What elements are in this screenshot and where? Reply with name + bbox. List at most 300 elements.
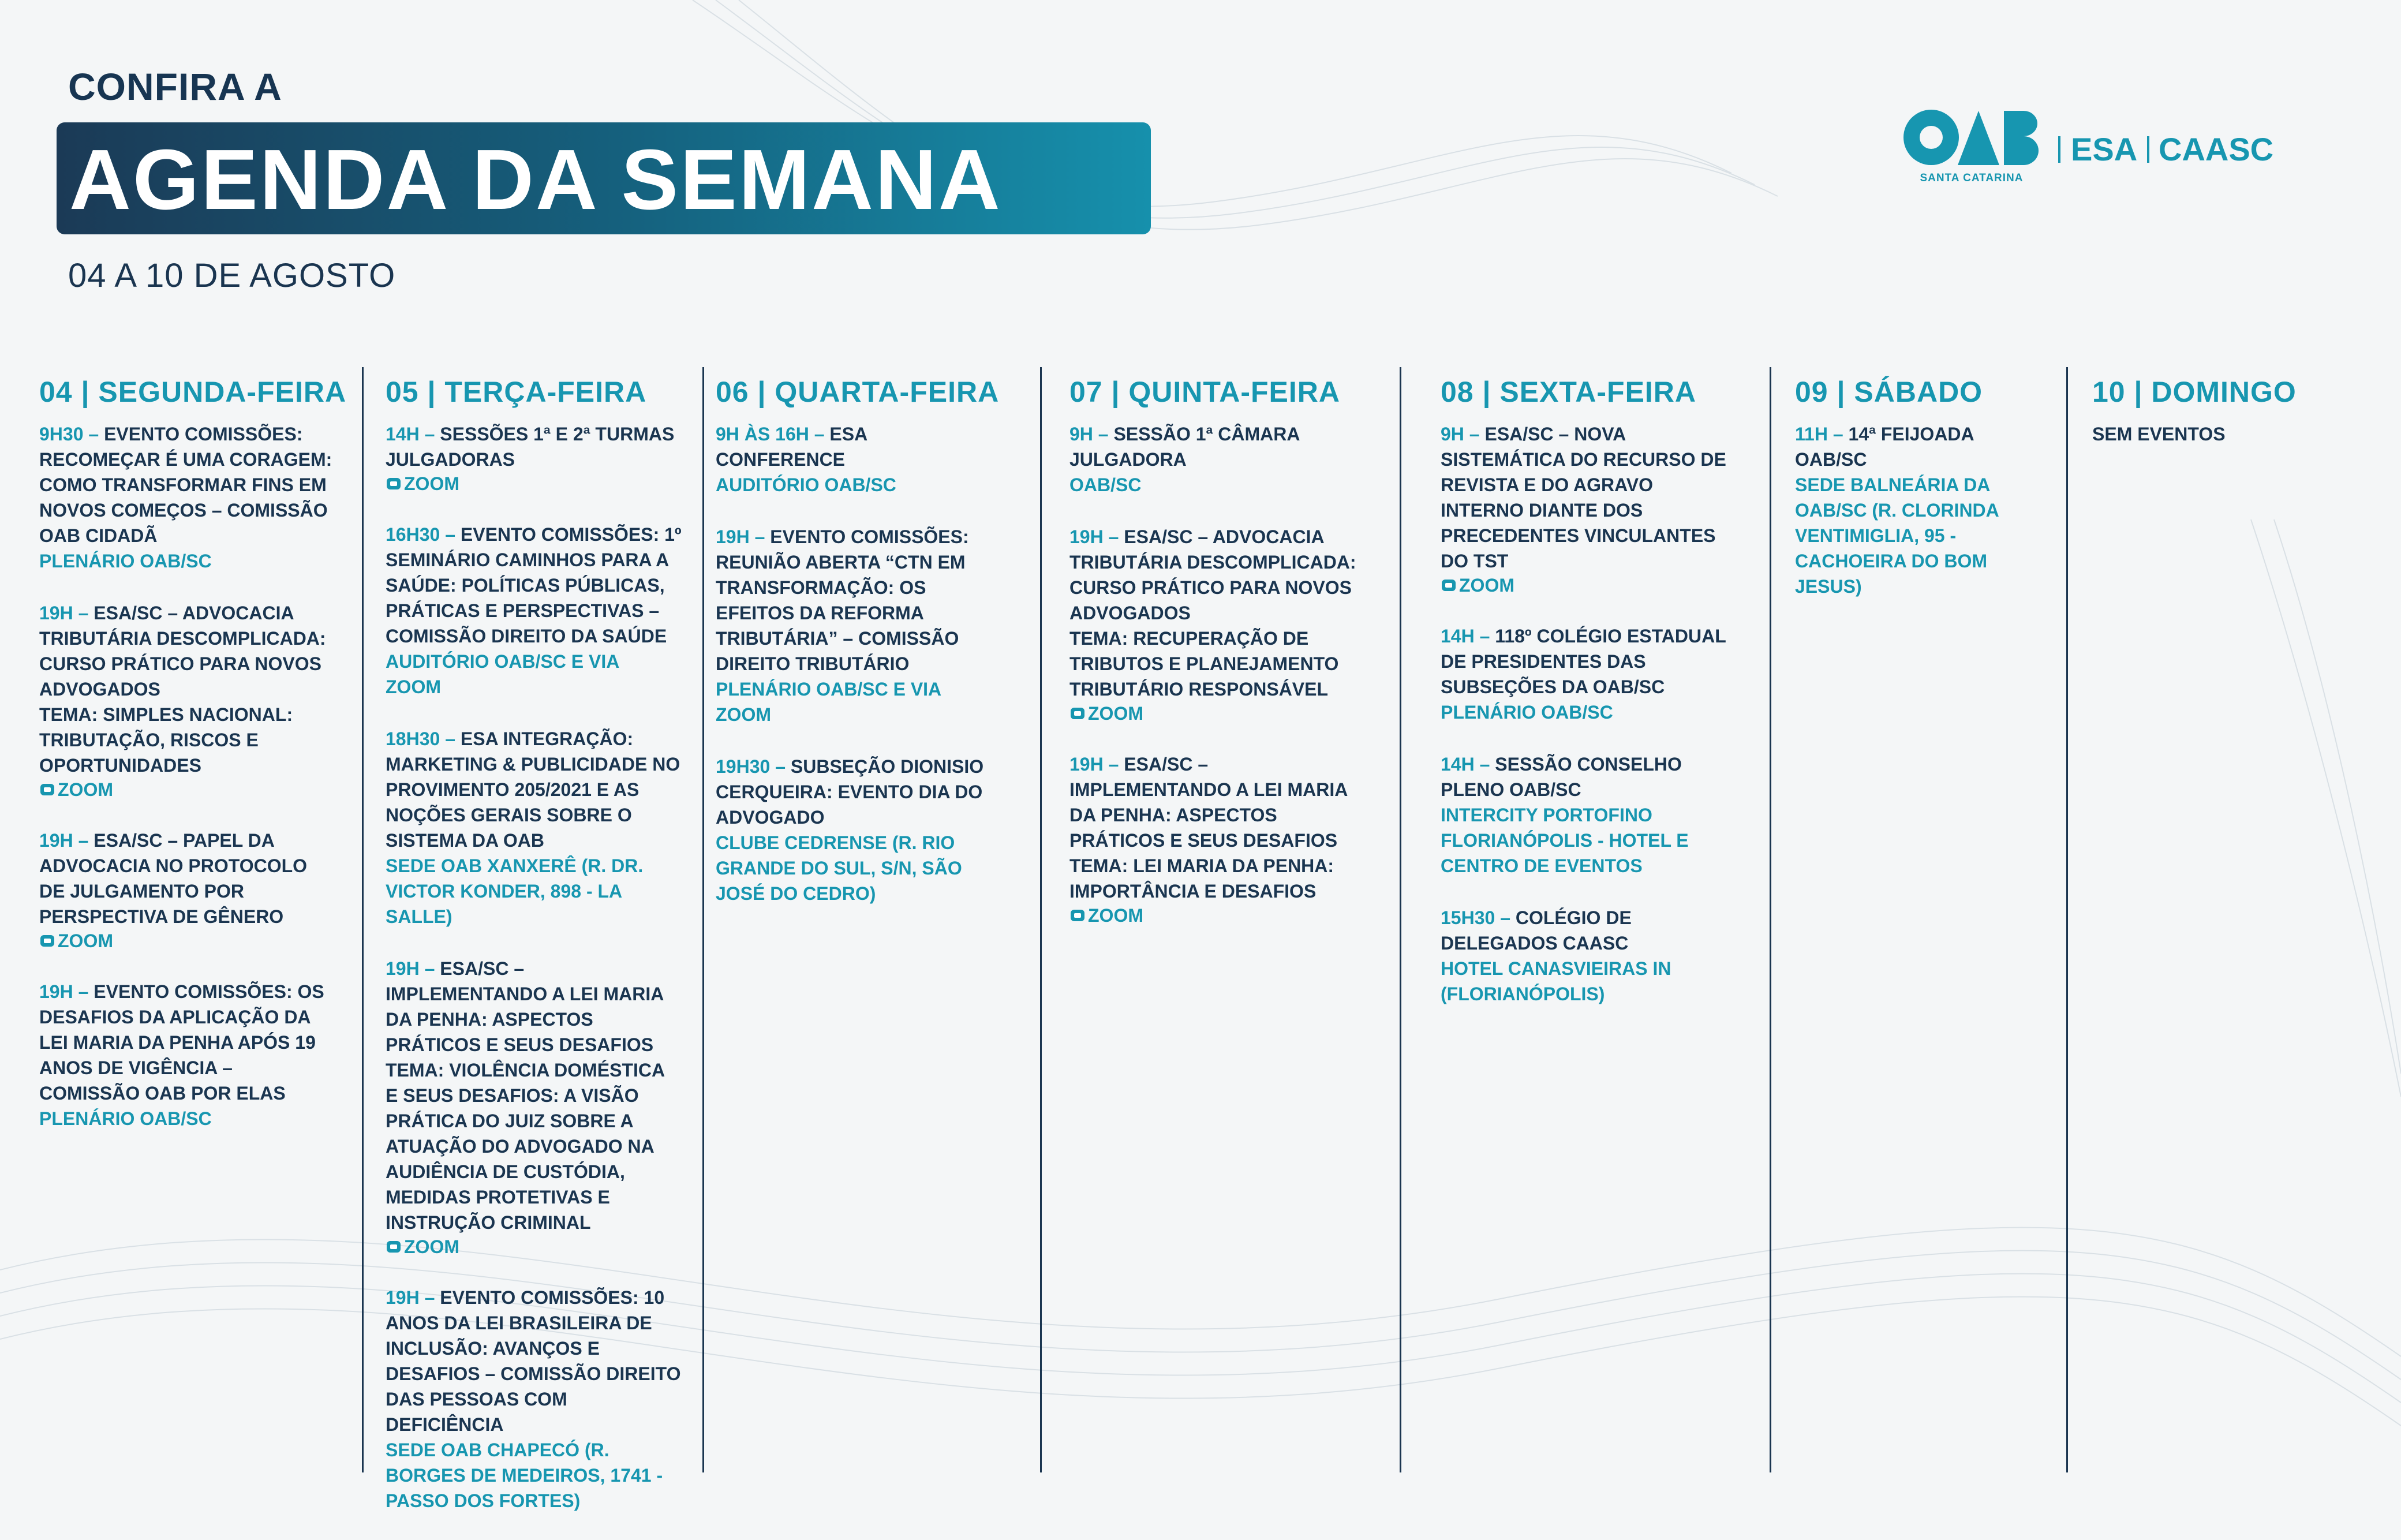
zoom-tag xyxy=(1069,702,1356,725)
event-line xyxy=(386,1184,682,1210)
event-line xyxy=(39,472,332,498)
event-line xyxy=(716,421,983,447)
caasc-logo-text: CAASC xyxy=(2159,131,2274,167)
event-line xyxy=(1069,524,1356,550)
event-line xyxy=(1069,752,1356,777)
event-time: 14H – xyxy=(1441,754,1495,775)
oab-logo-subtitle: SANTA CATARINA xyxy=(1920,172,2024,184)
event-line xyxy=(2092,421,2226,447)
event-text: DELEGADOS CAASC xyxy=(1441,933,1629,954)
event-location: OAB/SC xyxy=(1069,474,1142,495)
event-line xyxy=(1069,550,1356,575)
event-item xyxy=(386,1285,682,1513)
event-text: ADVOCACIA NO PROTOCOLO xyxy=(39,855,308,876)
event-line xyxy=(386,828,682,853)
event-text: TRIBUTAÇÃO, RISCOS E xyxy=(39,730,259,750)
event-line xyxy=(39,626,332,651)
event-item xyxy=(1069,752,1356,927)
event-text: TRIBUTÁRIA DESCOMPLICADA: xyxy=(1069,552,1356,573)
event-item xyxy=(39,600,332,801)
event-text: COMISSÃO DIREITO DA SAÚDE xyxy=(386,626,667,646)
event-time: 18H30 – xyxy=(386,728,461,749)
event-text: ESA/SC – xyxy=(1124,754,1209,775)
event-location: JOSÉ DO CEDRO) xyxy=(716,883,876,904)
column-divider xyxy=(2066,367,2068,1472)
event-text: INSTRUÇÃO CRIMINAL xyxy=(386,1212,591,1233)
event-line xyxy=(39,979,332,1004)
date-range: 04 A 10 DE AGOSTO xyxy=(68,257,396,294)
event-line xyxy=(1795,447,1999,472)
event-line xyxy=(716,754,983,779)
event-location: PLENÁRIO OAB/SC xyxy=(39,551,212,571)
column-divider xyxy=(1770,367,1771,1472)
oab-logo-mark xyxy=(1902,107,2041,171)
event-line xyxy=(1069,676,1356,702)
event-line xyxy=(39,676,332,702)
event-line xyxy=(1441,674,1726,700)
zoom-tag xyxy=(386,1235,682,1258)
event-location: CENTRO DE EVENTOS xyxy=(1441,855,1643,876)
event-line xyxy=(1441,777,1726,802)
event-line xyxy=(386,1412,682,1437)
event-location: GRANDE DO SUL, S/N, SÃO xyxy=(716,858,962,879)
event-location: PLENÁRIO OAB/SC xyxy=(39,1108,212,1129)
column-divider xyxy=(1400,367,1401,1472)
event-item xyxy=(1069,524,1356,725)
event-text: REUNIÃO ABERTA “CTN EM xyxy=(716,552,966,573)
event-line xyxy=(716,550,983,575)
event-text: OAB/SC xyxy=(1795,449,1867,470)
event-item xyxy=(1441,905,1726,1007)
zoom-tag xyxy=(1069,904,1356,927)
event-line xyxy=(1069,777,1356,802)
event-item xyxy=(1069,421,1356,498)
event-line xyxy=(39,753,332,778)
event-text: MEDIDAS PROTETIVAS E xyxy=(386,1187,610,1208)
event-line xyxy=(716,805,983,830)
event-line xyxy=(39,702,332,727)
event-item xyxy=(2092,421,2226,447)
event-text: TEMA: SIMPLES NACIONAL: xyxy=(39,704,293,725)
oab-esa-caasc-logo xyxy=(1902,107,2283,194)
zoom-tag xyxy=(386,472,682,495)
event-line xyxy=(1441,447,1726,472)
event-time: 19H – xyxy=(39,603,94,623)
event-line xyxy=(39,523,332,548)
event-line xyxy=(1441,623,1726,649)
event-line xyxy=(716,447,983,472)
event-text: EVENTO COMISSÕES: xyxy=(104,424,303,444)
event-list xyxy=(716,421,983,933)
logo-separator xyxy=(2058,136,2060,163)
event-text: SUBSEÇÃO DIONISIO xyxy=(790,756,984,777)
event-location: HOTEL CANASVIEIRAS IN xyxy=(1441,958,1671,979)
event-item xyxy=(1441,421,1726,597)
event-line xyxy=(39,498,332,523)
event-line xyxy=(716,575,983,600)
event-line xyxy=(386,981,682,1007)
event-line xyxy=(386,1285,682,1310)
event-time: 9H30 – xyxy=(39,424,104,444)
event-text: SAÚDE: POLÍTICAS PÚBLICAS, xyxy=(386,575,665,596)
event-text: EFEITOS DA REFORMA xyxy=(716,603,924,623)
event-text: CURSO PRÁTICO PARA NOVOS xyxy=(39,653,321,674)
event-list xyxy=(386,421,682,1540)
event-text: DEFICIÊNCIA xyxy=(386,1414,504,1435)
event-text: ESA/SC – ADVOCACIA xyxy=(1124,526,1325,547)
event-line xyxy=(1069,879,1356,904)
event-line xyxy=(1069,828,1356,853)
event-line xyxy=(1069,626,1356,651)
event-line xyxy=(386,573,682,598)
event-time: 9H – xyxy=(1069,424,1114,444)
event-list xyxy=(1441,421,1726,1033)
event-text: DESAFIOS DA APLICAÇÃO DA xyxy=(39,1007,311,1027)
event-location: SEDE BALNEÁRIA DA xyxy=(1795,474,1991,495)
day-heading: 04 | SEGUNDA-FEIRA xyxy=(39,376,347,408)
event-text: LEI MARIA DA PENHA APÓS 19 xyxy=(39,1032,316,1053)
day-heading: 09 | SÁBADO xyxy=(1795,376,1983,408)
event-location: PASSO DOS FORTES) xyxy=(386,1490,581,1511)
event-text: CERQUEIRA: EVENTO DIA DO xyxy=(716,782,983,802)
event-text: OPORTUNIDADES xyxy=(39,755,201,776)
event-line xyxy=(1069,447,1356,472)
event-location: ZOOM xyxy=(716,704,771,725)
event-line xyxy=(39,1004,332,1030)
event-line xyxy=(386,1134,682,1159)
event-line xyxy=(386,1057,682,1083)
event-text: JULGADORAS xyxy=(386,449,515,470)
event-text: DAS PESSOAS COM xyxy=(386,1389,567,1410)
day-heading: 10 | DOMINGO xyxy=(2092,376,2297,408)
event-location: ZOOM xyxy=(386,676,441,697)
event-text: 14ª FEIJOADA xyxy=(1848,424,1974,444)
event-location: FLORIANÓPOLIS - HOTEL E xyxy=(1441,830,1689,851)
event-text: PRÁTICOS E SEUS DESAFIOS xyxy=(1069,830,1338,851)
zoom-tag xyxy=(39,929,332,952)
event-location: OAB/SC (R. CLORINDA xyxy=(1795,500,1999,521)
event-line xyxy=(39,421,332,447)
event-text: PRECEDENTES VINCULANTES xyxy=(1441,525,1716,546)
event-line xyxy=(1069,421,1356,447)
event-text: ANOS DE VIGÊNCIA – xyxy=(39,1057,233,1078)
event-text: PRÁTICOS E SEUS DESAFIOS xyxy=(386,1034,654,1055)
zoom-camera-icon xyxy=(40,935,54,947)
event-text: ADVOGADOS xyxy=(39,679,160,700)
event-text: DE PRESIDENTES DAS xyxy=(1441,651,1646,672)
event-text: PRÁTICAS E PERSPECTIVAS – xyxy=(386,600,660,621)
event-line xyxy=(39,853,332,879)
event-item xyxy=(39,828,332,952)
column-divider xyxy=(702,367,704,1472)
event-time: 19H – xyxy=(386,1287,440,1308)
event-location: SALLE) xyxy=(386,906,452,927)
zoom-camera-icon xyxy=(387,478,401,489)
day-heading: 08 | SEXTA-FEIRA xyxy=(1441,376,1697,408)
event-time: 16H30 – xyxy=(386,524,461,545)
column-divider xyxy=(362,367,364,1472)
event-line xyxy=(386,1386,682,1412)
event-list xyxy=(39,421,332,1158)
event-line xyxy=(1441,905,1726,930)
event-line xyxy=(386,522,682,547)
event-time: 19H – xyxy=(386,958,440,979)
event-time: 9H – xyxy=(1441,424,1485,444)
event-text: SISTEMÁTICA DO RECURSO DE xyxy=(1441,449,1726,470)
zoom-camera-icon xyxy=(1071,708,1084,719)
event-line xyxy=(386,598,682,623)
event-line xyxy=(386,1007,682,1032)
event-item xyxy=(1795,421,1999,599)
event-location: VICTOR KONDER, 898 - LA xyxy=(386,881,623,902)
event-text: SUBSEÇÕES DA OAB/SC xyxy=(1441,676,1665,697)
zoom-camera-icon xyxy=(1071,910,1084,921)
event-line xyxy=(386,1336,682,1361)
event-text: IMPORTÂNCIA E DESAFIOS xyxy=(1069,881,1317,902)
event-item xyxy=(39,421,332,574)
event-line xyxy=(39,651,332,676)
event-line xyxy=(39,1081,332,1106)
event-text: MARKETING & PUBLICIDADE NO xyxy=(386,754,680,775)
event-line xyxy=(1441,498,1726,523)
event-time: 14H – xyxy=(386,424,440,444)
event-text: 118º COLÉGIO ESTADUAL xyxy=(1495,626,1726,646)
event-line xyxy=(39,904,332,929)
event-line xyxy=(386,752,682,777)
event-line xyxy=(386,1210,682,1235)
event-text: ATUAÇÃO DO ADVOGADO NA xyxy=(386,1136,655,1157)
event-time: 19H – xyxy=(39,830,94,851)
event-location: PLENÁRIO OAB/SC xyxy=(1441,702,1613,723)
event-time: 19H – xyxy=(39,981,94,1002)
event-text: PERSPECTIVA DE GÊNERO xyxy=(39,906,284,927)
event-text: EVENTO COMISSÕES: xyxy=(770,526,969,547)
event-line xyxy=(386,421,682,447)
event-location: CACHOEIRA DO BOM xyxy=(1795,551,1988,571)
day-heading: 06 | QUARTA-FEIRA xyxy=(716,376,1000,408)
day-heading: 07 | QUINTA-FEIRA xyxy=(1069,376,1340,408)
event-line xyxy=(1069,575,1356,600)
event-time: 15H30 – xyxy=(1441,907,1516,928)
event-text: SESSÃO 1ª CÂMARA xyxy=(1113,424,1300,444)
event-line xyxy=(386,726,682,752)
event-time: 11H – xyxy=(1795,424,1849,444)
event-text: E SEUS DESAFIOS: A VISÃO xyxy=(386,1085,639,1106)
event-line xyxy=(39,447,332,472)
event-line xyxy=(1069,600,1356,626)
event-line xyxy=(1441,930,1726,956)
zoom-tag xyxy=(1441,574,1726,597)
event-line xyxy=(39,879,332,904)
event-line xyxy=(716,626,983,651)
event-line xyxy=(386,802,682,828)
event-time: 19H – xyxy=(1069,754,1124,775)
event-text: SEM EVENTOS xyxy=(2092,424,2226,444)
event-line xyxy=(386,1361,682,1386)
title-banner xyxy=(57,122,1151,234)
zoom-camera-icon xyxy=(1442,580,1456,591)
event-text: DA PENHA: ASPECTOS xyxy=(1069,805,1277,825)
event-item xyxy=(716,754,983,906)
event-text: DA PENHA: ASPECTOS xyxy=(386,1009,593,1030)
event-line xyxy=(39,1030,332,1055)
pre-title: CONFIRA A xyxy=(68,65,282,108)
event-line xyxy=(716,651,983,676)
event-line xyxy=(39,727,332,753)
event-text: ESA/SC – PAPEL DA xyxy=(94,830,275,851)
event-item xyxy=(1441,623,1726,725)
esa-logo-text: ESA xyxy=(2071,131,2138,167)
logo-separator xyxy=(2147,136,2149,163)
event-time: 19H – xyxy=(1069,526,1124,547)
event-text: EVENTO COMISSÕES: OS xyxy=(94,981,324,1002)
event-text: DESAFIOS – COMISSÃO DIREITO xyxy=(386,1363,681,1384)
event-text: RECOMEÇAR É UMA CORAGEM: xyxy=(39,449,332,470)
event-text: ANOS DA LEI BRASILEIRA DE xyxy=(386,1313,652,1333)
event-text: SESSÕES 1ª E 2ª TURMAS xyxy=(440,424,675,444)
event-line xyxy=(39,828,332,853)
event-text: SISTEMA DA OAB xyxy=(386,830,544,851)
day-heading: 05 | TERÇA-FEIRA xyxy=(386,376,647,408)
event-text: ESA xyxy=(829,424,868,444)
event-text: NOVOS COMEÇOS – COMISSÃO xyxy=(39,500,328,521)
event-line xyxy=(1441,752,1726,777)
event-text: JULGADORA xyxy=(1069,449,1187,470)
event-item xyxy=(386,522,682,700)
event-text: AUDIÊNCIA DE CUSTÓDIA, xyxy=(386,1161,625,1182)
event-text: IMPLEMENTANDO A LEI MARIA xyxy=(386,984,664,1004)
event-line xyxy=(386,1083,682,1108)
event-location: CLUBE CEDRENSE (R. RIO xyxy=(716,832,955,853)
event-item xyxy=(386,956,682,1258)
event-line xyxy=(39,1055,332,1081)
event-text: SESSÃO CONSELHO xyxy=(1495,754,1682,775)
event-text: TEMA: RECUPERAÇÃO DE xyxy=(1069,628,1309,649)
event-time: 19H30 – xyxy=(716,756,791,777)
zoom-label: ZOOM xyxy=(1088,703,1143,724)
event-text: INCLUSÃO: AVANÇOS E xyxy=(386,1338,600,1359)
event-list xyxy=(1795,421,1999,626)
event-text: TEMA: LEI MARIA DA PENHA: xyxy=(1069,855,1334,876)
event-line xyxy=(386,956,682,981)
event-line xyxy=(1069,802,1356,828)
zoom-camera-icon xyxy=(40,784,54,795)
event-line xyxy=(386,1310,682,1336)
event-text: PLENO OAB/SC xyxy=(1441,779,1581,800)
event-line xyxy=(386,777,682,802)
event-item xyxy=(716,421,983,498)
event-line xyxy=(1441,421,1726,447)
event-line xyxy=(1441,548,1726,574)
zoom-label: ZOOM xyxy=(58,930,113,951)
event-line xyxy=(1069,853,1356,879)
event-item xyxy=(386,726,682,929)
event-line xyxy=(39,600,332,626)
event-location: SEDE OAB CHAPECÓ (R. xyxy=(386,1440,609,1460)
event-line xyxy=(716,524,983,550)
event-text: ESA INTEGRAÇÃO: xyxy=(460,728,634,749)
event-text: TRIBUTÁRIA” – COMISSÃO xyxy=(716,628,959,649)
event-text: COLÉGIO DE xyxy=(1515,907,1632,928)
event-line xyxy=(386,1108,682,1134)
event-location: SEDE OAB XANXERÊ (R. DR. xyxy=(386,855,644,876)
event-text: TRIBUTÁRIA DESCOMPLICADA: xyxy=(39,628,326,649)
event-item xyxy=(386,421,682,495)
event-text: COMISSÃO OAB POR ELAS xyxy=(39,1083,286,1104)
event-text: TRIBUTOS E PLANEJAMENTO xyxy=(1069,653,1339,674)
zoom-label: ZOOM xyxy=(1459,575,1514,596)
event-line xyxy=(386,447,682,472)
event-text: ESA/SC – ADVOCACIA xyxy=(94,603,294,623)
event-location: BORGES DE MEDEIROS, 1741 - xyxy=(386,1465,663,1486)
event-text: NOÇÕES GERAIS SOBRE O xyxy=(386,805,632,825)
event-text: DE JULGAMENTO POR xyxy=(39,881,244,902)
event-text: ESA/SC – NOVA xyxy=(1484,424,1626,444)
event-text: ESA/SC – xyxy=(440,958,525,979)
event-text: REVISTA E DO AGRAVO xyxy=(1441,474,1654,495)
event-location: (FLORIANÓPOLIS) xyxy=(1441,984,1605,1004)
event-text: DIREITO TRIBUTÁRIO xyxy=(716,653,910,674)
event-item xyxy=(1441,752,1726,879)
event-line xyxy=(1441,472,1726,498)
event-line xyxy=(386,1159,682,1184)
event-time: 9H ÀS 16H – xyxy=(716,424,830,444)
event-text: COMO TRANSFORMAR FINS EM xyxy=(39,474,327,495)
event-location: JESUS) xyxy=(1795,576,1862,597)
event-line xyxy=(1069,651,1356,676)
zoom-label: ZOOM xyxy=(404,473,459,494)
event-text: EVENTO COMISSÕES: 10 xyxy=(440,1287,665,1308)
event-list xyxy=(2092,421,2226,473)
event-text: TRANSFORMAÇÃO: OS xyxy=(716,577,926,598)
event-text: CONFERENCE xyxy=(716,449,846,470)
event-line xyxy=(716,600,983,626)
event-text: PROVIMENTO 205/2021 E AS xyxy=(386,779,639,800)
event-location: INTERCITY PORTOFINO xyxy=(1441,805,1652,825)
zoom-tag xyxy=(39,778,332,801)
event-line xyxy=(386,1032,682,1057)
event-line xyxy=(386,623,682,649)
zoom-label: ZOOM xyxy=(404,1236,459,1257)
event-location: VENTIMIGLIA, 95 - xyxy=(1795,525,1957,546)
event-location: PLENÁRIO OAB/SC E VIA xyxy=(716,679,942,700)
event-time: 14H – xyxy=(1441,626,1495,646)
event-text: SEMINÁRIO CAMINHOS PARA A xyxy=(386,550,670,570)
event-text: CURSO PRÁTICO PARA NOVOS xyxy=(1069,577,1352,598)
event-line xyxy=(716,779,983,805)
zoom-label: ZOOM xyxy=(58,779,113,800)
event-line xyxy=(1795,421,1999,447)
event-item xyxy=(39,979,332,1131)
event-text: ADVOGADOS xyxy=(1069,603,1191,623)
event-line xyxy=(386,547,682,573)
page-title: AGENDA DA SEMANA xyxy=(69,132,1002,227)
event-item xyxy=(716,524,983,727)
event-text: TEMA: VIOLÊNCIA DOMÉSTICA xyxy=(386,1060,665,1081)
event-time: 19H – xyxy=(716,526,771,547)
event-text: OAB CIDADÃ xyxy=(39,525,158,546)
event-line xyxy=(1441,523,1726,548)
event-text: IMPLEMENTANDO A LEI MARIA xyxy=(1069,779,1348,800)
event-text: INTERNO DIANTE DOS xyxy=(1441,500,1643,521)
event-text: TRIBUTÁRIO RESPONSÁVEL xyxy=(1069,679,1329,700)
event-location: AUDITÓRIO OAB/SC E VIA xyxy=(386,651,620,672)
event-text: DO TST xyxy=(1441,551,1509,571)
zoom-camera-icon xyxy=(387,1241,401,1253)
zoom-label: ZOOM xyxy=(1088,905,1143,926)
event-text: PRÁTICA DO JUIZ SOBRE A xyxy=(386,1111,634,1131)
event-text: ADVOGADO xyxy=(716,807,825,828)
